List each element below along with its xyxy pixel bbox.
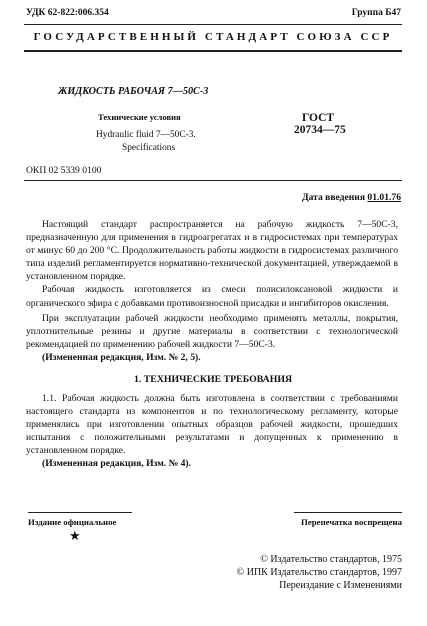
standard-banner: ГОСУДАРСТВЕННЫЙ СТАНДАРТ СОЮЗА ССР — [33, 31, 393, 43]
body-text-section-1 — [26, 392, 398, 471]
intro-date-label: Дата введения — [301, 192, 366, 203]
reprint-prohibited: Перепечатка воспрещена — [301, 517, 402, 527]
okp-rule — [24, 180, 402, 181]
star-icon: ★ — [69, 528, 81, 543]
gost-number: 20734—75 — [294, 124, 346, 136]
reissue-note: Переиздание с Изменениями — [279, 580, 402, 591]
copyright-1997: © ИПК Издательство стандартов, 1997 — [236, 567, 402, 578]
footer-rule-left — [28, 512, 132, 513]
amendment-note-2: (Измененная редакция, Изм. № 4). — [42, 458, 192, 470]
english-title: Hydraulic fluid 7—50С-3. — [96, 130, 196, 140]
group-code: Группа Б47 — [351, 8, 401, 18]
paragraph-scope: Настоящий стандарт распространяется на рабочую жидкость 7—50С-3, предназначенную для применения в гидроагрегатах и в гидросистемах при температурах от минус 60 до 200 °С. Продолжительность работы жидкости в гидросистемах различного типа изделий регламентируется нормативно-технической документацией, утверждаемой в установленном порядке. — [26, 219, 398, 283]
document-subtitle: Технические условия — [98, 112, 181, 122]
section-title-requirements: 1. ТЕХНИЧЕСКИЕ ТРЕБОВАНИЯ — [133, 374, 293, 385]
paragraph-composition: Рабочая жидкость изготовляется из смеси полисилоксановой жидкости и органического эфира с добавками противоизносной присадки и ингибиторов окисления. — [26, 284, 398, 309]
intro-date-value: 01.01.76 — [367, 192, 401, 203]
official-edition: Издание официальное — [28, 517, 117, 527]
banner-rule — [24, 50, 402, 52]
intro-date — [302, 192, 401, 203]
copyright-1975: © Издательство стандартов, 1975 — [260, 554, 402, 565]
amendment-note-1: (Измененная редакция, Изм. № 2, 5). — [42, 351, 201, 363]
top-rule — [24, 24, 402, 25]
footer-rule-right — [294, 512, 402, 513]
document-title: ЖИДКОСТЬ РАБОЧАЯ 7—50С-3 — [58, 86, 209, 97]
english-subtitle: Specifications — [122, 143, 176, 153]
udc-code: УДК 62-822:006.354 — [26, 8, 109, 18]
gost-label: ГОСТ — [302, 112, 335, 124]
body-text — [26, 218, 398, 364]
paragraph-materials: При эксплуатации рабочей жидкости необходимо применять металлы, покрытия, уплотнительные резины и другие материалы в соответствии с технологической рекомендацией по применению рабочей жидкости 7—50С-3. — [26, 312, 398, 350]
okp-code: ОКП 02 5339 0100 — [26, 165, 102, 176]
paragraph-1-1: 1.1. Рабочая жидкость должна быть изготовлена в соответствии с требованиями настоящего стандарта из компонентов и по технологическому регламенту, которые применялись при изготовлении опытных образцов рабочей жидкости, прошедших испытания с положительными результатами и допущенных к применению в установленном порядке. — [26, 393, 398, 457]
